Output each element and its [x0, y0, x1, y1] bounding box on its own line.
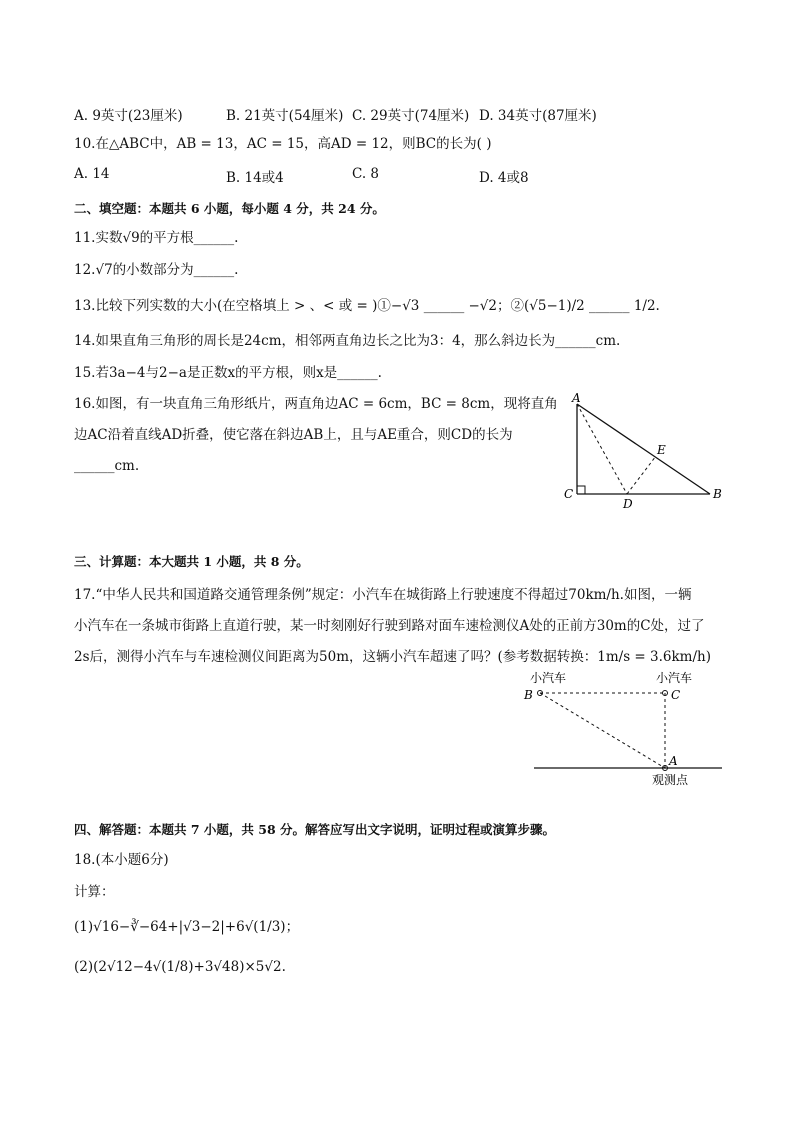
- q10-option-b: B. 14或4: [226, 170, 284, 186]
- label-c: C: [564, 487, 574, 501]
- q11-text: 11.实数√9的平方根______.: [74, 230, 239, 246]
- fold-line-ad: [577, 404, 627, 494]
- observer-label: 观测点: [652, 773, 689, 787]
- section-solve-title: 四、解答题：本题共 7 小题，共 58 分。解答应写出文字说明，证明过程或演算步骤。: [74, 822, 556, 837]
- q15-text: 15.若3a−4与2−a是正数x的平方根，则x是______.: [74, 365, 382, 381]
- q17-line1: 17.“中华人民共和国道路交通管理条例”规定：小汽车在城街路上行驶速度不得超过70km/h.如图，一辆: [74, 587, 692, 603]
- q12-text: 12.√7的小数部分为______.: [74, 262, 239, 278]
- q9-option-a: A. 9英寸(23厘米): [74, 108, 183, 124]
- label-d: D: [623, 497, 633, 511]
- q16-line2: 边AC沿着直线AD折叠，使它落在斜边AB上，且与AE重合，则CD的长为: [74, 427, 513, 443]
- q14-text: 14.如果直角三角形的周长是24cm，相邻两直角边长之比为3：4，那么斜边长为______cm.: [74, 333, 621, 349]
- q18-title: 18.(本小题6分): [74, 852, 169, 868]
- q10-option-c: C. 8: [352, 166, 380, 182]
- label-a: A: [669, 754, 678, 768]
- q18-part2: (2)(2√12−4√(1/8)+3√48)×5√2.: [74, 959, 286, 975]
- q17-speed-figure: [524, 668, 726, 788]
- segment-ba: [540, 693, 665, 768]
- q9-option-b: B. 21英寸(54厘米): [226, 108, 344, 124]
- q18-instruction: 计算：: [74, 884, 115, 900]
- q9-option-c: C. 29英寸(74厘米): [352, 108, 470, 124]
- label-c: C: [671, 688, 681, 702]
- label-e: E: [657, 443, 666, 457]
- q10-stem: 10.在△ABC中，AB = 13，AC = 15，高AD = 12，则BC的长为( ): [74, 136, 492, 152]
- section-calc-title: 三、计算题：本大题共 1 小题，共 8 分。: [74, 554, 309, 569]
- label-a: A: [572, 391, 581, 405]
- section-fill-in-title: 二、填空题：本题共 6 小题，每小题 4 分，共 24 分。: [74, 201, 385, 216]
- right-angle-mark: [577, 486, 585, 494]
- q16-line1: 16.如图，有一块直角三角形纸片，两直角边AC = 6cm，BC = 8cm，现将直角: [74, 396, 558, 412]
- q10-option-d: D. 4或8: [479, 170, 529, 186]
- label-b: B: [713, 487, 722, 501]
- q10-option-a: A. 14: [74, 166, 110, 182]
- q16-line3: ______cm.: [74, 458, 140, 474]
- car-label-c: 小汽车: [656, 671, 693, 685]
- fold-line-de: [627, 456, 656, 494]
- edge-ab: [577, 404, 710, 494]
- q9-option-d: D. 34英寸(87厘米): [479, 108, 597, 124]
- car-label-b: 小汽车: [530, 671, 567, 685]
- q16-triangle-figure: [555, 390, 735, 515]
- q17-line3: 2s后，测得小汽车与车速检测仪间距离为50m，这辆小汽车超速了吗？(参考数据转换：1m/s = 3.6km/h): [74, 649, 711, 665]
- label-b: B: [524, 688, 533, 702]
- q18-part1: (1)√16−∛−64+|√3−2|+6√(1/3)；: [74, 919, 300, 935]
- q17-line2: 小汽车在一条城市街路上直道行驶，某一时刻刚好行驶到路对面车速检测仪A处的正前方30m的C处，过了: [74, 618, 705, 634]
- q13-text: 13.比较下列实数的大小(在空格填上 > 、< 或 = )①−√3 ______ −√2；②(√5−1)/2 ______ 1/2.: [74, 298, 660, 314]
